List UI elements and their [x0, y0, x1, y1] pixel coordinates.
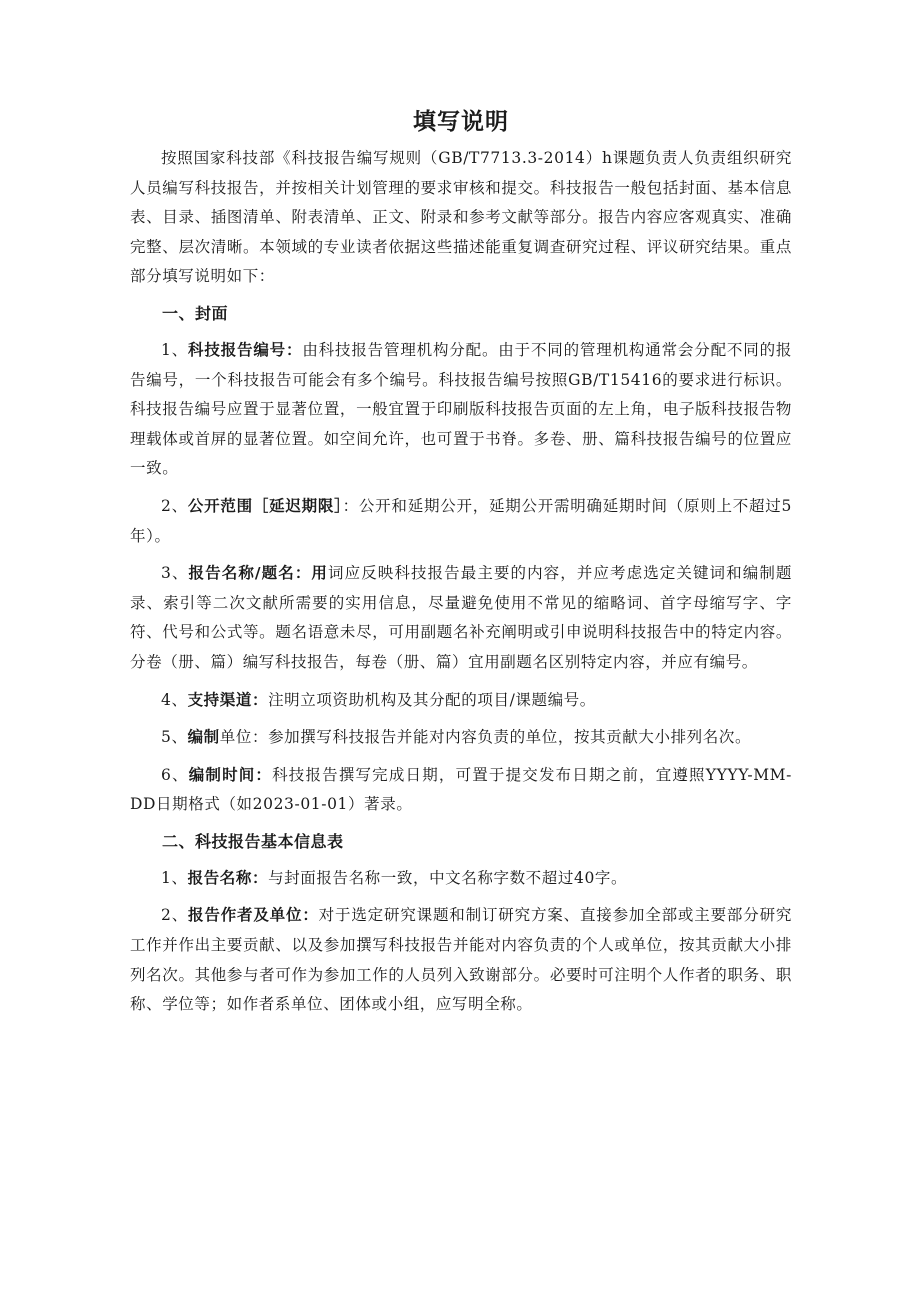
item-label: 编制时间： [188, 765, 273, 784]
cover-item-compiling-unit [130, 723, 792, 753]
page-title: 填写说明 [413, 109, 509, 135]
item-label: 报告作者及单位： [188, 906, 319, 925]
item-number: 4、 [161, 690, 188, 709]
item-text: 与封面报告名称一致，中文名称字数不超过40字。 [268, 868, 628, 887]
cover-item-disclosure-scope [130, 492, 792, 551]
item-label: 编制 [187, 728, 220, 747]
intro-paragraph: 按照国家科技部《科技报告编写规则（GB/T7713.3-2014）h课题负责人负责组织研究人员编写科技报告，并按相关计划管理的要求审核和提交。科技报告一般包括封面、基本信息表、目录、插图清单、附表清单、正文、附录和参考文献等部分。报告内容应客观真实、准确完整、层次清晰。本领域的专业读者依据这些描述能重复调查研究过程、评议研究结果。重点部分填写说明如下： [130, 149, 792, 286]
item-text: 科技报告撰写完成日期，可置于提交发布日期之前，宜遵照YYYY-MM-DD日期格式（如2023-01-01）著录。 [130, 765, 792, 814]
section-heading-basic-info: 二、科技报告基本信息表 [162, 831, 344, 851]
item-text: 由科技报告管理机构分配。由于不同的管理机构通常会分配不同的报告编号，一个科技报告可能会有多个编号。科技报告编号按照GB/T15416的要求进行标识。科技报告编号应置于显著位置，一般宜置于印刷版科技报告页面的左上角，电子版科技报告物理载体或首屏的显著位置。如空间允许，也可置于书脊。多卷、册、篇科技报告编号的位置应一致。 [130, 340, 792, 478]
item-label: 公开范围［延迟期限］ [187, 496, 343, 515]
cover-item-report-number [130, 336, 792, 484]
item-number: 1、 [161, 340, 189, 359]
cover-item-funding-channel [130, 686, 792, 716]
item-text: 注明立项资助机构及其分配的项目/课题编号。 [268, 690, 596, 709]
item-label: 支持渠道： [187, 690, 269, 709]
item-label: 科技报告编号： [188, 340, 303, 359]
item-number: 2、 [161, 496, 188, 515]
section-heading-cover: 一、封面 [162, 303, 229, 323]
item-number: 6、 [161, 765, 189, 784]
cover-item-compiling-time [130, 761, 792, 820]
item-label: 报告名称： [187, 868, 269, 887]
info-item-report-name [130, 864, 792, 894]
item-text: 词应反映科技报告最主要的内容，并应考虑选定关键词和编制题录、索引等二次文献所需要的实用信息，尽量避免使用不常见的缩略词、首字母缩写字、字符、代号和公式等。题名语意未尽，可用副题名补充阐明或引申说明科技报告中的特定内容。分卷（册、篇）编写科技报告，每卷（册、篇）宜用副题名区别特定内容，并应有编号。 [130, 564, 793, 671]
item-number: 1、 [161, 868, 188, 887]
item-text: ：公开和延期公开，延期公开需明确延期时间（原则上不超过5年）。 [130, 496, 792, 545]
item-number: 3、 [161, 564, 189, 583]
item-text: 对于选定研究课题和制订研究方案、直接参加全部或主要部分研究工作并作出主要贡献、以及参加撰写科技报告并能对内容负责的个人或单位，按其贡献大小排列名次。其他参与者可作为参加工作的人员列入致谢部分。必要时可注明个人作者的职务、职称、学位等；如作者系单位、团体或小组，应写明全称。 [130, 906, 792, 1014]
item-number: 5、 [161, 728, 188, 747]
item-number: 2、 [161, 906, 189, 925]
item-text: 单位：参加撰写科技报告并能对内容负责的单位，按其贡献大小排列名次。 [219, 728, 752, 747]
cover-item-report-title [130, 559, 792, 677]
item-label: 报告名称/题名：用 [188, 564, 329, 583]
info-item-authors [130, 901, 792, 1019]
